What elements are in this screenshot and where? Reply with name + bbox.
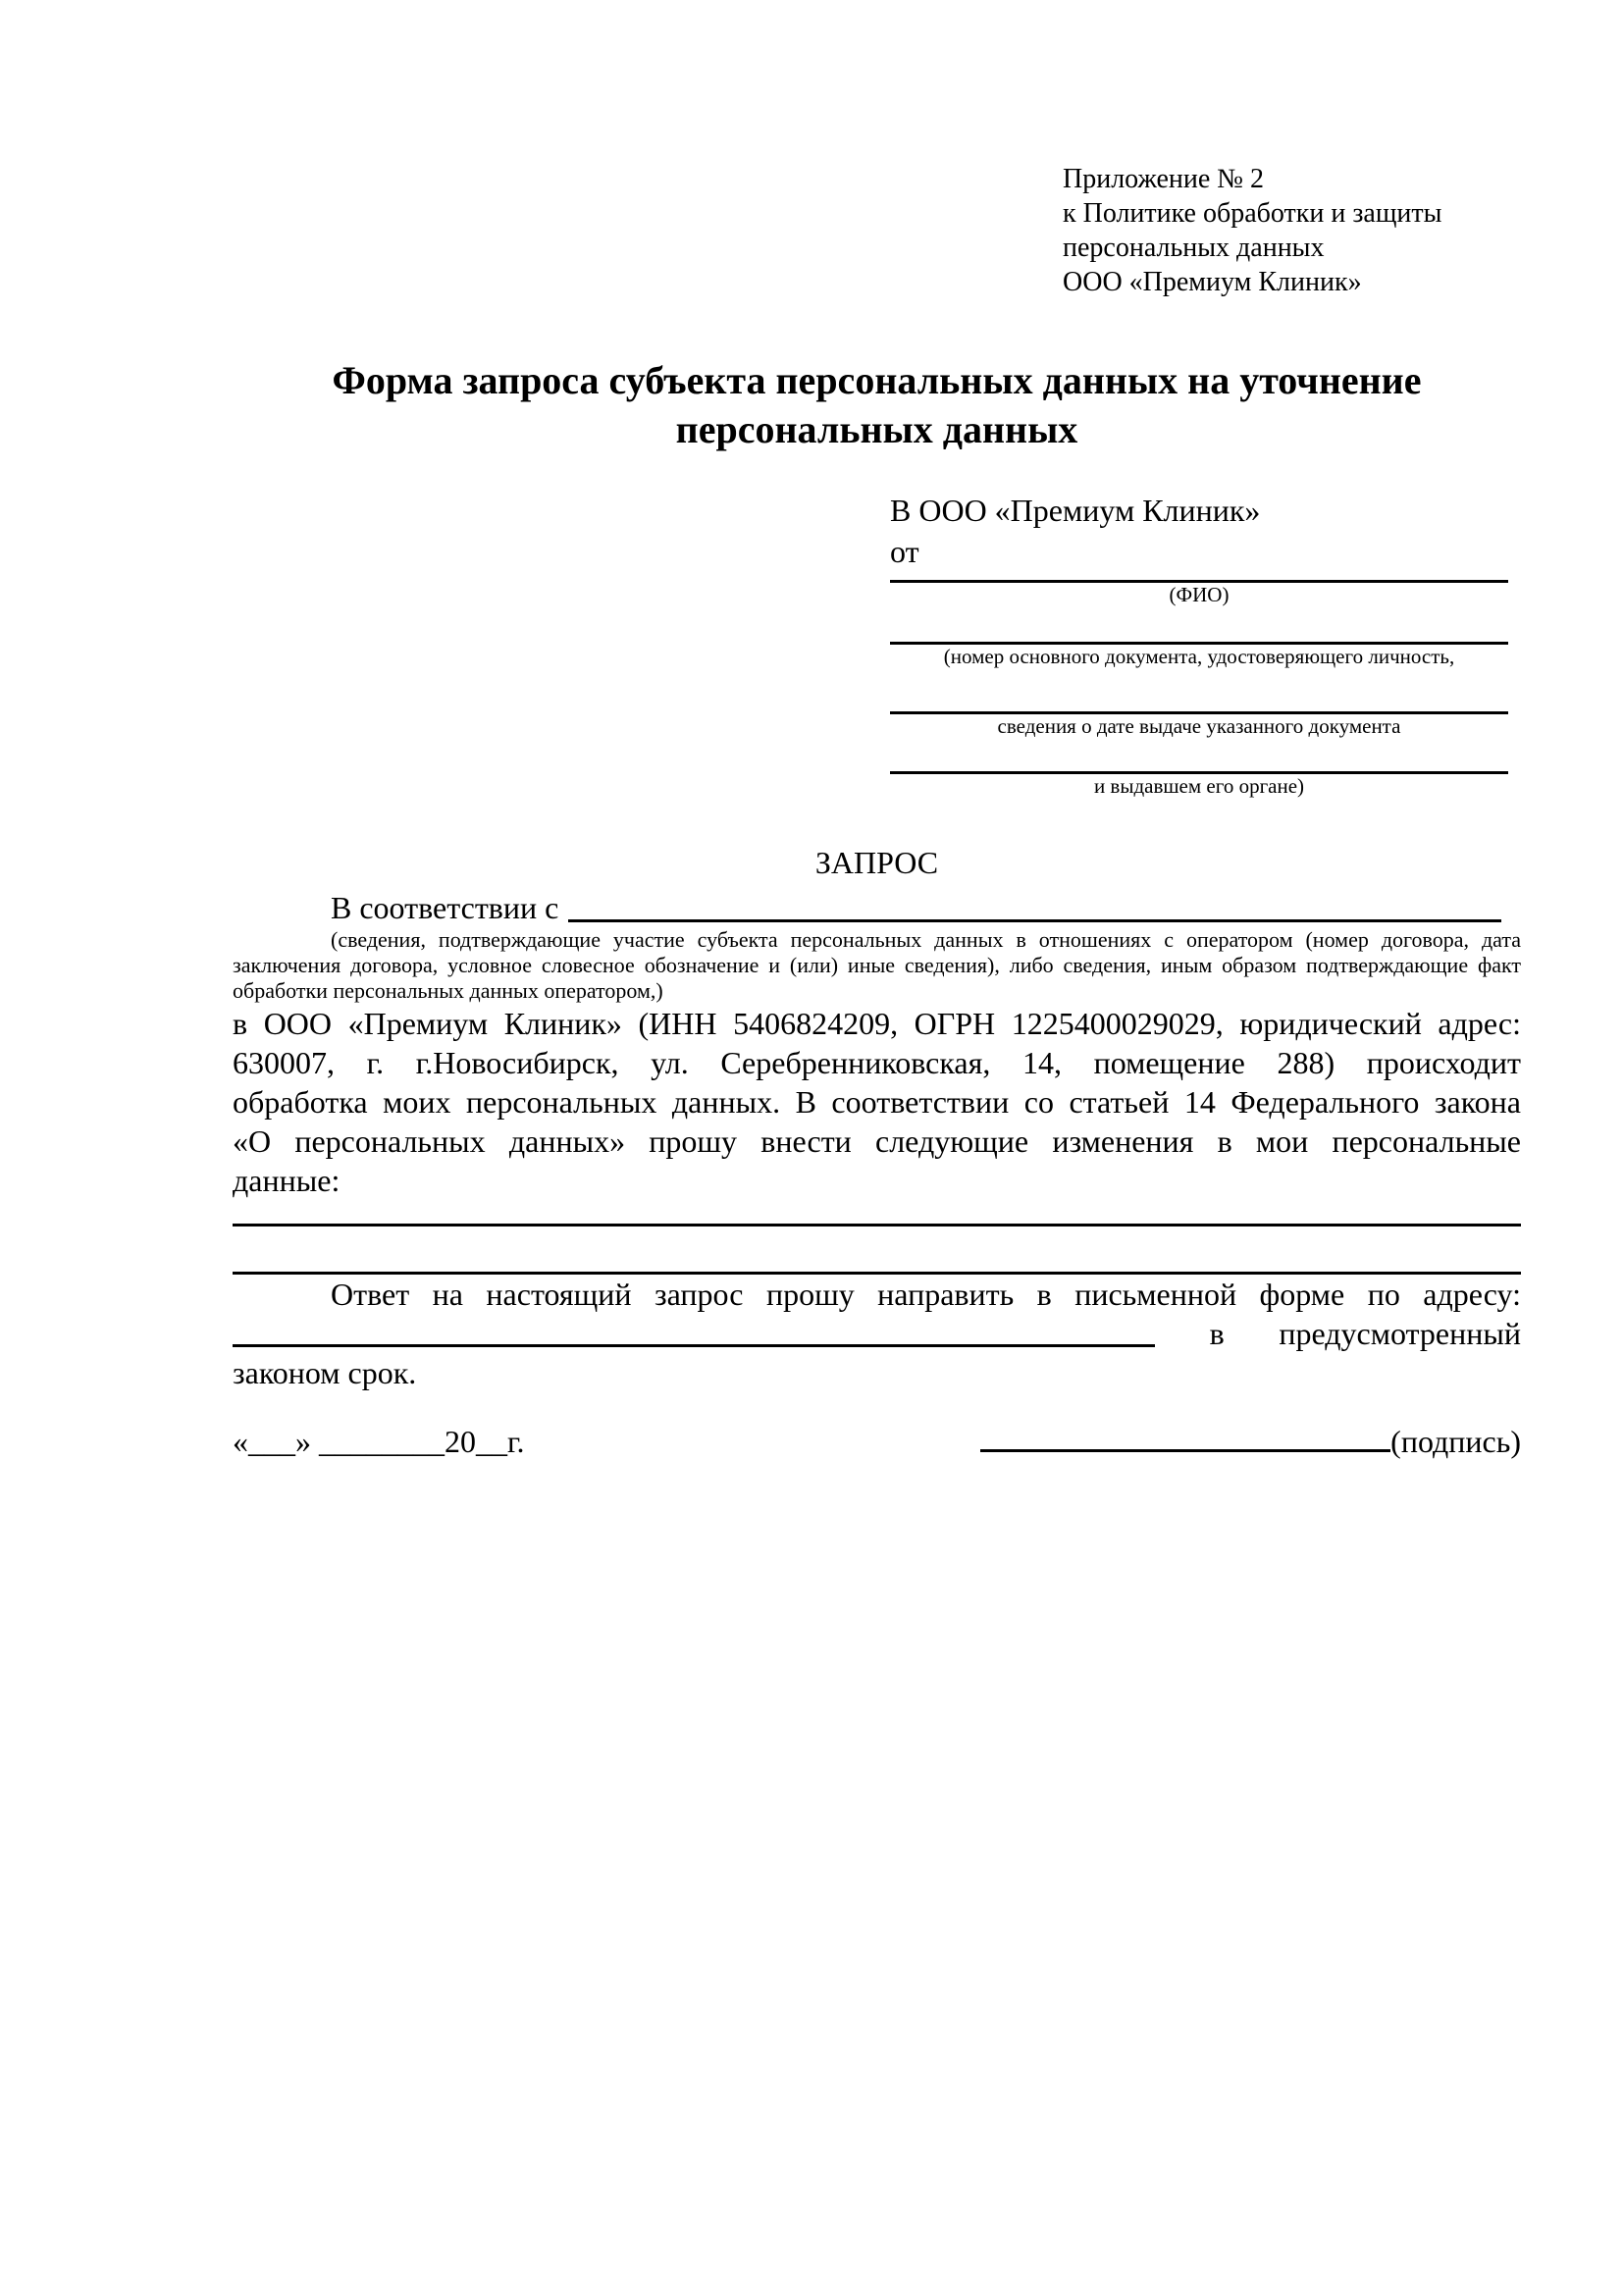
reply-line: Ответ на настоящий запрос прошу направить в письменной форме по адресу: xyxy=(331,1277,1521,1312)
body-line: в ООО «Премиум Клиник» (ИНН 5406824209, ОГРН 1225400029029, юридический адрес: xyxy=(233,1006,1521,1041)
addressee-to: В ООО «Премиум Клиник» xyxy=(890,493,1261,528)
reply-address-blank-line xyxy=(233,1344,1155,1347)
note-line: заключения договора, условное словесное обозначение и (или) иные сведения), либо сведения, иным образом подтверждающие факт xyxy=(233,953,1521,977)
appendix-line: Приложение № 2 xyxy=(1063,164,1264,194)
document-title-line: Форма запроса субъекта персональных данных на уточнение xyxy=(332,358,1422,402)
note-line: обработки персональных данных оператором,) xyxy=(233,978,663,1003)
changes-blank-line-1 xyxy=(233,1200,1521,1226)
appendix-line: ООО «Премиум Клиник» xyxy=(1063,267,1362,297)
fio-field-label: (ФИО) xyxy=(1169,583,1230,606)
signature-blank-line xyxy=(980,1449,1390,1452)
body-paragraph xyxy=(233,1004,1521,1200)
document-title xyxy=(233,356,1521,454)
reply-word: в xyxy=(1209,1316,1225,1351)
fio-blank-line xyxy=(890,572,1508,583)
addressee-block xyxy=(890,490,1508,798)
addressee-from: от xyxy=(890,534,919,569)
appendix-line: персональных данных xyxy=(1063,233,1325,263)
document-number-blank-line xyxy=(890,606,1508,645)
issue-date-field xyxy=(890,668,1508,738)
appendix-line: к Политике обработки и защиты xyxy=(1063,198,1442,229)
basis-row xyxy=(233,888,1521,927)
issuing-authority-field xyxy=(890,738,1508,798)
body-line: данные: xyxy=(233,1163,340,1198)
appendix-header xyxy=(1063,162,1521,299)
issue-date-field-label: сведения о дате выдаче указанного документа xyxy=(997,714,1401,738)
body-line: 630007, г. г.Новосибирск, ул. Серебренниковская, 14, помещение 288) происходит xyxy=(233,1045,1521,1080)
issue-date-blank-line xyxy=(890,668,1508,714)
signature-label: (подпись) xyxy=(1390,1424,1521,1459)
fio-field xyxy=(890,572,1508,606)
document-title-line: персональных данных xyxy=(675,407,1078,451)
reply-address-row xyxy=(233,1314,1521,1353)
issuing-authority-blank-line xyxy=(890,738,1508,774)
document-number-field xyxy=(890,606,1508,668)
explanatory-note xyxy=(233,927,1521,1004)
basis-blank-line xyxy=(568,919,1501,922)
body-line: «О персональных данных» прошу внести следующие изменения в мои персональные xyxy=(233,1123,1521,1159)
reply-line: законом срок. xyxy=(233,1355,417,1390)
note-line: (сведения, подтверждающие участие субъекта персональных данных в отношениях с оператором (номер договора, дата xyxy=(331,927,1521,952)
basis-intro-text: В соответствии с xyxy=(331,890,559,925)
changes-blank-line-2 xyxy=(233,1226,1521,1275)
body-line: обработка моих персональных данных. В соответствии со статьей 14 Федерального закона xyxy=(233,1084,1521,1120)
request-heading: ЗАПРОС xyxy=(814,845,939,880)
issuing-authority-field-label: и выдавшем его органе) xyxy=(1093,774,1305,798)
signature-area xyxy=(980,1422,1521,1461)
reply-word: предусмотренный xyxy=(1279,1316,1521,1351)
date-blank-text: «___» ________20__г. xyxy=(233,1424,525,1459)
document-number-field-label: (номер основного документа, удостоверяющего личность, xyxy=(943,645,1455,668)
reply-paragraph xyxy=(233,1275,1521,1392)
date-signature-row xyxy=(233,1422,1521,1461)
